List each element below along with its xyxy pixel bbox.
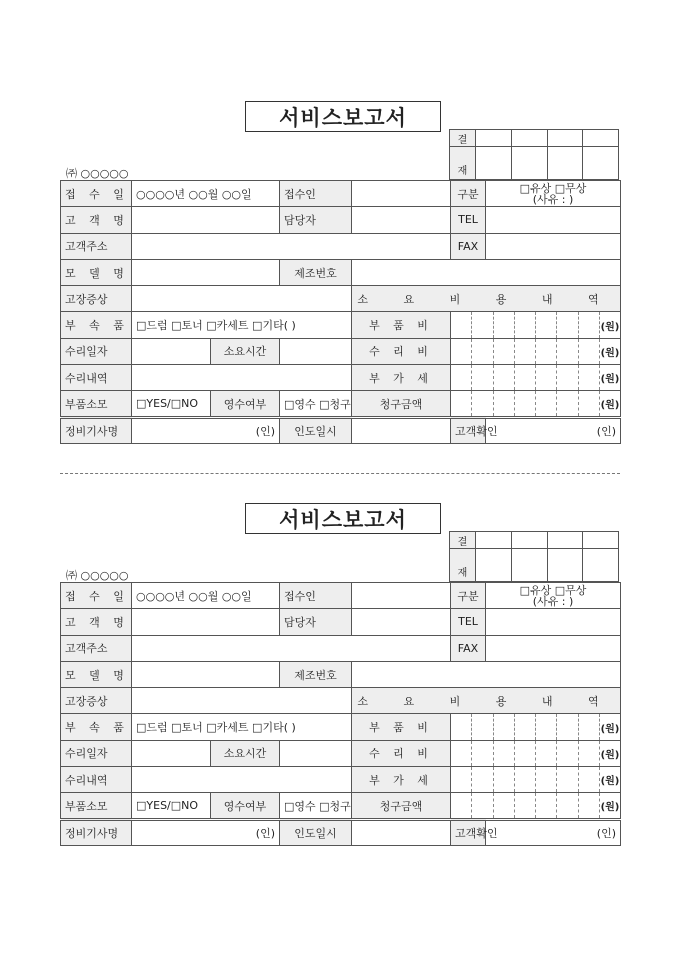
repair-detail-field[interactable] bbox=[132, 365, 352, 391]
technician-seal[interactable]: (인) bbox=[132, 417, 280, 443]
won-unit: (원) bbox=[600, 321, 620, 333]
form-title: 서비스보고서 bbox=[245, 503, 441, 534]
customer-address-label: 고객주소 bbox=[61, 233, 132, 259]
fax-label: FAX bbox=[451, 233, 486, 259]
customer-address-field[interactable] bbox=[132, 635, 451, 661]
tel-field[interactable] bbox=[486, 207, 621, 233]
vat-field[interactable] bbox=[451, 767, 621, 793]
parts-consumption-label: 부품소모 bbox=[61, 391, 132, 417]
billed-amount-label: 청구금액 bbox=[352, 793, 451, 819]
billed-amount-field[interactable] bbox=[451, 793, 621, 819]
approval-label-top: 결 bbox=[450, 532, 476, 549]
time-required-field[interactable] bbox=[280, 338, 352, 364]
handover-field[interactable] bbox=[352, 819, 451, 845]
category-label: 구분 bbox=[451, 181, 486, 207]
parts-cost-field[interactable] bbox=[451, 312, 621, 338]
category-reason[interactable]: (사유 : ) bbox=[532, 192, 574, 206]
parts-consumption-options[interactable]: □YES/□NO bbox=[132, 391, 211, 417]
customer-seal[interactable]: (인) bbox=[486, 417, 621, 443]
company-name: ㈜ ○○○○○ bbox=[66, 167, 129, 180]
approval-box bbox=[449, 531, 619, 582]
fax-field[interactable] bbox=[486, 233, 621, 259]
technician-label: 정비기사명 bbox=[61, 417, 132, 443]
vat-label: 부 가 세 bbox=[352, 365, 451, 391]
billed-amount-field[interactable] bbox=[451, 391, 621, 417]
symptom-label: 고장증상 bbox=[61, 688, 132, 714]
model-field[interactable] bbox=[132, 661, 280, 687]
technician-label: 정비기사명 bbox=[61, 819, 132, 845]
company-name: ㈜ ○○○○○ bbox=[66, 569, 129, 582]
accessory-label: 부 속 품 bbox=[61, 312, 132, 338]
customer-name-field[interactable] bbox=[132, 609, 280, 635]
symptom-label: 고장증상 bbox=[61, 286, 132, 312]
model-label: 모 델 명 bbox=[61, 661, 132, 687]
receiver-field[interactable] bbox=[352, 181, 451, 207]
parts-cost-label: 부 품 비 bbox=[352, 312, 451, 338]
repair-date-field[interactable] bbox=[132, 740, 211, 766]
customer-address-field[interactable] bbox=[132, 233, 451, 259]
serial-label: 제조번호 bbox=[280, 661, 352, 687]
customer-address-label: 고객주소 bbox=[61, 635, 132, 661]
serial-field[interactable] bbox=[352, 259, 621, 285]
customer-confirm-label: 고객확인 bbox=[451, 417, 486, 443]
report-table bbox=[60, 180, 621, 444]
repair-date-label: 수리일자 bbox=[61, 338, 132, 364]
service-report-form-1 bbox=[60, 98, 620, 458]
fax-label: FAX bbox=[451, 635, 486, 661]
approval-sign-4[interactable] bbox=[583, 549, 619, 582]
report-table bbox=[60, 582, 621, 846]
approval-sign-3[interactable] bbox=[547, 147, 583, 180]
received-date-field[interactable]: ○○○○년 ○○월 ○○일 bbox=[132, 181, 280, 207]
category-options[interactable]: □유상 □무상 bbox=[519, 583, 587, 597]
fax-field[interactable] bbox=[486, 635, 621, 661]
receipt-options[interactable]: □영수 □청구 bbox=[280, 793, 352, 819]
manager-field[interactable] bbox=[352, 207, 451, 233]
customer-confirm-label: 고객확인 bbox=[451, 819, 486, 845]
manager-label: 담당자 bbox=[280, 207, 352, 233]
received-date-label: 접 수 일 bbox=[61, 583, 132, 609]
approval-sign-1[interactable] bbox=[476, 549, 512, 582]
won-unit: (원) bbox=[600, 776, 620, 788]
won-unit: (원) bbox=[600, 347, 620, 359]
repair-cost-field[interactable] bbox=[451, 740, 621, 766]
customer-seal[interactable]: (인) bbox=[486, 819, 621, 845]
repair-detail-label: 수리내역 bbox=[61, 365, 132, 391]
accessory-options[interactable]: □드럼 □토너 □카세트 □기타( ) bbox=[132, 714, 352, 740]
repair-cost-field[interactable] bbox=[451, 338, 621, 364]
accessory-label: 부 속 품 bbox=[61, 714, 132, 740]
parts-consumption-label: 부품소모 bbox=[61, 793, 132, 819]
tel-label: TEL bbox=[451, 609, 486, 635]
parts-consumption-options[interactable]: □YES/□NO bbox=[132, 793, 211, 819]
receipt-options[interactable]: □영수 □청구 bbox=[280, 391, 352, 417]
manager-field[interactable] bbox=[352, 609, 451, 635]
vat-label: 부 가 세 bbox=[352, 767, 451, 793]
model-label: 모 델 명 bbox=[61, 259, 132, 285]
handover-field[interactable] bbox=[352, 417, 451, 443]
repair-date-label: 수리일자 bbox=[61, 740, 132, 766]
won-unit: (원) bbox=[600, 749, 620, 761]
repair-date-field[interactable] bbox=[132, 338, 211, 364]
received-date-field[interactable]: ○○○○년 ○○월 ○○일 bbox=[132, 583, 280, 609]
receipt-label: 영수여부 bbox=[211, 391, 280, 417]
approval-label-bottom: 재 bbox=[450, 549, 476, 582]
approval-label-top: 결 bbox=[450, 130, 476, 147]
cut-line bbox=[60, 473, 620, 474]
category-field[interactable] bbox=[486, 181, 621, 207]
repair-detail-field[interactable] bbox=[132, 767, 352, 793]
cost-header: 소 요 비 용 내 역 bbox=[352, 688, 621, 714]
form-title: 서비스보고서 bbox=[245, 101, 441, 132]
received-date-label: 접 수 일 bbox=[61, 181, 132, 207]
receipt-label: 영수여부 bbox=[211, 793, 280, 819]
manager-label: 담당자 bbox=[280, 609, 352, 635]
approval-label-bottom: 재 bbox=[450, 147, 476, 180]
parts-cost-field[interactable] bbox=[451, 714, 621, 740]
serial-label: 제조번호 bbox=[280, 259, 352, 285]
symptom-field[interactable] bbox=[132, 286, 352, 312]
approval-header-cells bbox=[476, 532, 619, 549]
time-required-field[interactable] bbox=[280, 740, 352, 766]
accessory-options[interactable]: □드럼 □토너 □카세트 □기타( ) bbox=[132, 312, 352, 338]
approval-sign-1[interactable] bbox=[476, 147, 512, 180]
repair-cost-label: 수 리 비 bbox=[352, 740, 451, 766]
approval-sign-4[interactable] bbox=[583, 147, 619, 180]
symptom-field[interactable] bbox=[132, 688, 352, 714]
customer-name-label: 고 객 명 bbox=[61, 207, 132, 233]
receiver-label: 접수인 bbox=[280, 181, 352, 207]
handover-label: 인도일시 bbox=[280, 819, 352, 845]
time-required-label: 소요시간 bbox=[211, 338, 280, 364]
won-unit: (원) bbox=[600, 374, 620, 386]
time-required-label: 소요시간 bbox=[211, 740, 280, 766]
receiver-field[interactable] bbox=[352, 583, 451, 609]
won-unit: (원) bbox=[600, 802, 620, 814]
category-label: 구분 bbox=[451, 583, 486, 609]
customer-name-label: 고 객 명 bbox=[61, 609, 132, 635]
category-options[interactable]: □유상 □무상 bbox=[519, 181, 587, 195]
approval-sign-2[interactable] bbox=[511, 147, 547, 180]
repair-detail-label: 수리내역 bbox=[61, 767, 132, 793]
billed-amount-label: 청구금액 bbox=[352, 391, 451, 417]
cost-header: 소 요 비 용 내 역 bbox=[352, 286, 621, 312]
model-field[interactable] bbox=[132, 259, 280, 285]
approval-sign-3[interactable] bbox=[547, 549, 583, 582]
handover-label: 인도일시 bbox=[280, 417, 352, 443]
receiver-label: 접수인 bbox=[280, 583, 352, 609]
approval-box bbox=[449, 129, 619, 180]
technician-seal[interactable]: (인) bbox=[132, 819, 280, 845]
service-report-form-2 bbox=[60, 500, 620, 860]
repair-cost-label: 수 리 비 bbox=[352, 338, 451, 364]
category-reason[interactable]: (사유 : ) bbox=[532, 594, 574, 608]
approval-sign-2[interactable] bbox=[511, 549, 547, 582]
tel-label: TEL bbox=[451, 207, 486, 233]
category-field[interactable] bbox=[486, 583, 621, 609]
tel-field[interactable] bbox=[486, 609, 621, 635]
serial-field[interactable] bbox=[352, 661, 621, 687]
vat-field[interactable] bbox=[451, 365, 621, 391]
parts-cost-label: 부 품 비 bbox=[352, 714, 451, 740]
won-unit: (원) bbox=[600, 723, 620, 735]
approval-header-cells bbox=[476, 130, 619, 147]
customer-name-field[interactable] bbox=[132, 207, 280, 233]
won-unit: (원) bbox=[600, 400, 620, 412]
